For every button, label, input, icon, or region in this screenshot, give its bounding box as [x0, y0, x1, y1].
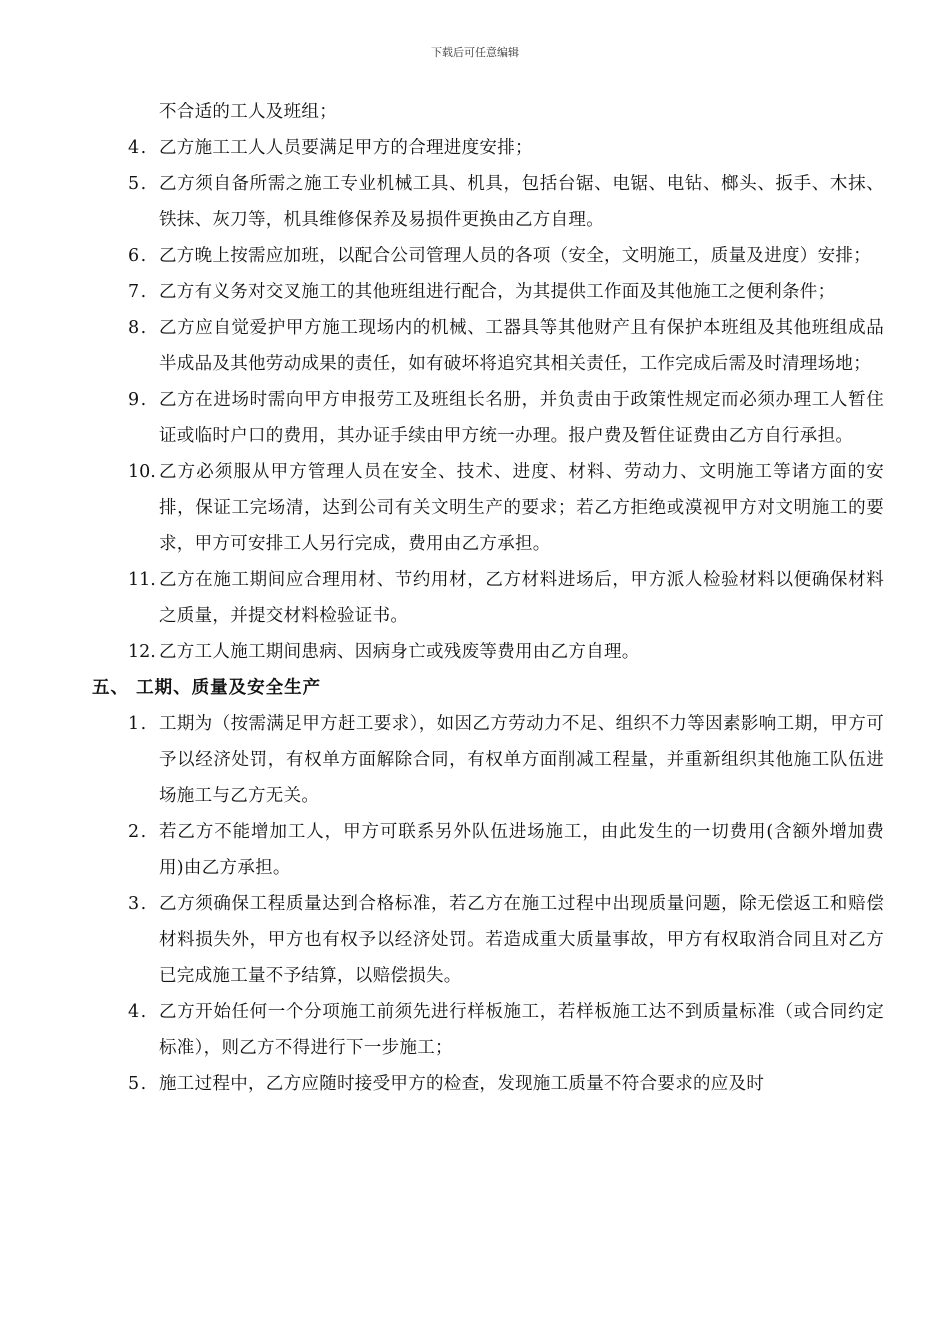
list-item: [0, 814, 950, 886]
list-item: [0, 274, 950, 310]
item-number: 10.: [128, 462, 156, 482]
item-number: 5.: [128, 1074, 148, 1094]
continuation-line: [0, 94, 950, 130]
item-number: 8.: [128, 318, 148, 338]
list-item: [0, 706, 950, 814]
item-number: 6.: [128, 246, 148, 266]
item-number: 9.: [128, 390, 148, 410]
item-text: 乙方须确保工程质量达到合格标准，若乙方在施工过程中出现质量问题，除无偿返工和赔偿材料损失外，甲方也有权予以经济处罚。若造成重大质量事故，甲方有权取消合同且对乙方已完成施工量不予结算，以赔偿损失。: [159, 894, 884, 986]
item-text: 乙方施工工人人员要满足甲方的合理进度安排；: [159, 138, 533, 158]
list-item: [0, 994, 950, 1066]
item-text: 乙方有义务对交叉施工的其他班组进行配合，为其提供工作面及其他施工之便利条件；: [159, 282, 836, 302]
list-item: [0, 886, 950, 994]
list-item: [0, 130, 950, 166]
item-number: 4.: [128, 1002, 148, 1022]
list-item: [0, 166, 950, 238]
list-item: [0, 382, 950, 454]
item-number: 1.: [128, 714, 148, 734]
item-text: 工期为（按需满足甲方赶工要求），如因乙方劳动力不足、组织不力等因素影响工期，甲方可予以经济处罚，有权单方面解除合同，有权单方面削减工程量，并重新组织其他施工队伍进场施工与乙方无关。: [159, 714, 884, 806]
item-number: 2.: [128, 822, 148, 842]
item-text: 乙方开始任何一个分项施工前须先进行样板施工，若样板施工达不到质量标准（或合同约定标准），则乙方不得进行下一步施工；: [159, 1002, 884, 1058]
item-text: 乙方晚上按需应加班，以配合公司管理人员的各项（安全，文明施工，质量及进度）安排；: [159, 246, 871, 266]
item-text: 乙方须自备所需之施工专业机械工具、机具，包括台锯、电锯、电钻、榔头、扳手、木抹、铁抹、灰刀等，机具维修保养及易损件更换由乙方自理。: [159, 174, 884, 230]
list-item: [0, 1066, 950, 1102]
section-heading: 五、 工期、质量及安全生产: [92, 678, 322, 698]
item-number: 11.: [128, 570, 156, 590]
list-item: [0, 238, 950, 274]
item-text: 乙方在进场时需向甲方申报劳工及班组长名册，并负责由于政策性规定而必须办理工人暂住证或临时户口的费用，其办证手续由甲方统一办理。报户费及暂住证费由乙方自行承担。: [159, 390, 884, 446]
item-number: 5.: [128, 174, 148, 194]
item-text: 乙方工人施工期间患病、因病身亡或残废等费用由乙方自理。: [159, 642, 640, 662]
item-number: 3.: [128, 894, 148, 914]
item-text: 乙方应自觉爱护甲方施工现场内的机械、工器具等其他财产且有保护本班组及其他班组成品半成品及其他劳动成果的责任，如有破坏将追究其相关责任，工作完成后需及时清理场地；: [159, 318, 884, 374]
item-number: 7.: [128, 282, 148, 302]
document-body: [0, 94, 950, 1102]
page-header: 下载后可任意编辑: [431, 46, 519, 59]
item-number: 4.: [128, 138, 148, 158]
list-item: [0, 634, 950, 670]
item-number: 12.: [128, 642, 156, 662]
list-item: [0, 562, 950, 634]
item-text: 若乙方不能增加工人，甲方可联系另外队伍进场施工，由此发生的一切费用(含额外增加费用)由乙方承担。: [159, 822, 884, 878]
list-item: [0, 310, 950, 382]
item-text: 乙方必须服从甲方管理人员在安全、技术、进度、材料、劳动力、文明施工等诸方面的安排，保证工完场清，达到公司有关文明生产的要求；若乙方拒绝或漠视甲方对文明施工的要求，甲方可安排工人另行完成，费用由乙方承担。: [159, 462, 884, 554]
item-text: 施工过程中，乙方应随时接受甲方的检查，发现施工质量不符合要求的应及时: [159, 1074, 765, 1094]
continuation-text: 不合适的工人及班组；: [159, 102, 337, 122]
item-text: 乙方在施工期间应合理用材、节约用材，乙方材料进场后，甲方派人检验材料以便确保材料之质量，并提交材料检验证书。: [159, 570, 884, 626]
list-item: [0, 454, 950, 562]
